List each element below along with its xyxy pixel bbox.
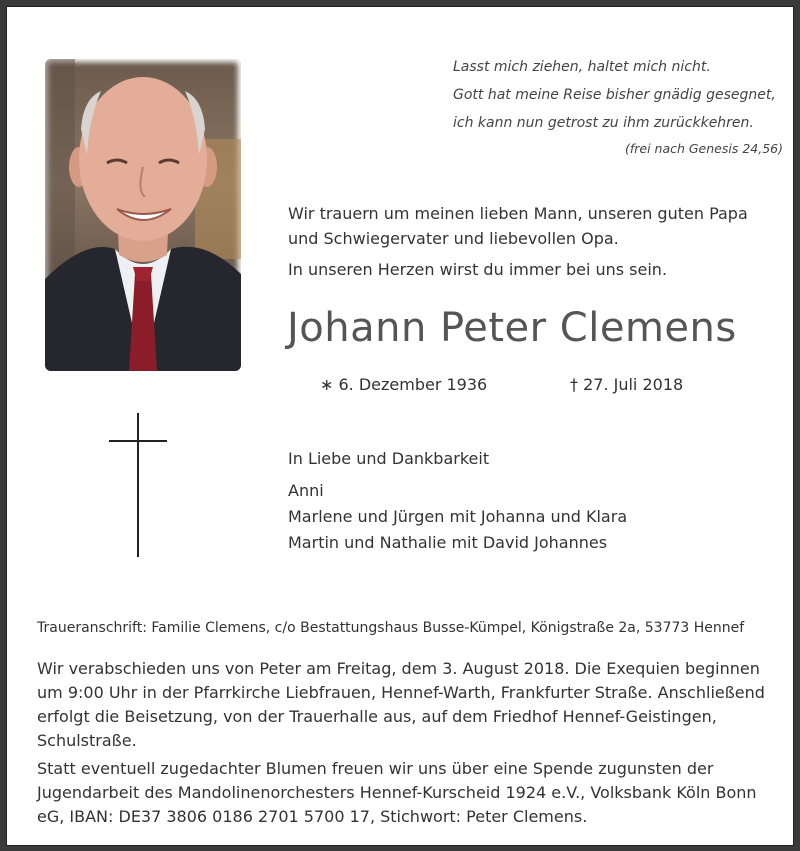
quote-line-3: ich kann nun getrost zu ihm zurückkehren. [453,115,754,131]
family-member: Martin und Nathalie mit David Johannes [288,533,608,552]
intro-line-3: In unseren Herzen wirst du immer bei uns sein. [288,260,668,279]
portrait-illustration [45,59,241,371]
intro-line-1: Wir trauern um meinen lieben Mann, unseren guten Papa [288,204,748,223]
family-signature [288,446,768,556]
cross-icon [109,413,167,557]
family-member: Marlene und Jürgen mit Johanna und Klara [288,507,628,526]
quote-line-1: Lasst mich ziehen, haltet mich nicht. [453,59,711,75]
funeral-details [37,657,777,833]
family-greeting: In Liebe und Dankbarkeit [288,449,490,468]
deceased-name: Johann Peter Clemens [287,305,737,351]
portrait-photo [45,59,241,371]
family-member: Anni [288,481,324,500]
donation-note: Statt eventuell zugedachter Blumen freuen wir uns über eine Spende zugunsten der Jugendarbeit des Mandolinenorchesters Hennef-Kurscheid 1924 e.V., Volksbank Köln Bonn eG, IBAN: DE37 3806 0186 2701 5700 17, Stichwort: Peter Clemens. [37,759,757,826]
mourning-address: Traueranschrift: Familie Clemens, c/o Bestattungshaus Busse-Kümpel, Königstraße 2a, 53773 Hennef [37,620,745,636]
obituary-card [6,6,794,846]
bible-quote [453,53,783,161]
intro-line-2: und Schwiegervater und liebevollen Opa. [288,229,619,248]
mourning-text [288,201,788,282]
quote-line-2: Gott hat meine Reise bisher gnädig gesegnet, [453,87,776,103]
death-date: † 27. Juli 2018 [570,375,684,394]
birth-date: ∗ 6. Dezember 1936 [320,375,488,394]
funeral-schedule: Wir verabschieden uns von Peter am Freitag, dem 3. August 2018. Die Exequien beginnen um 9:00 Uhr in der Pfarrkirche Liebfrauen, Hennef-Warth, Frankfurter Straße. Anschließend erfolgt die Beisetzung, von der Trauerhalle aus, auf dem Friedhof Hennef-Geistingen, Schulstraße. [37,659,765,750]
quote-source: (frei nach Genesis 24,56) [624,141,783,156]
